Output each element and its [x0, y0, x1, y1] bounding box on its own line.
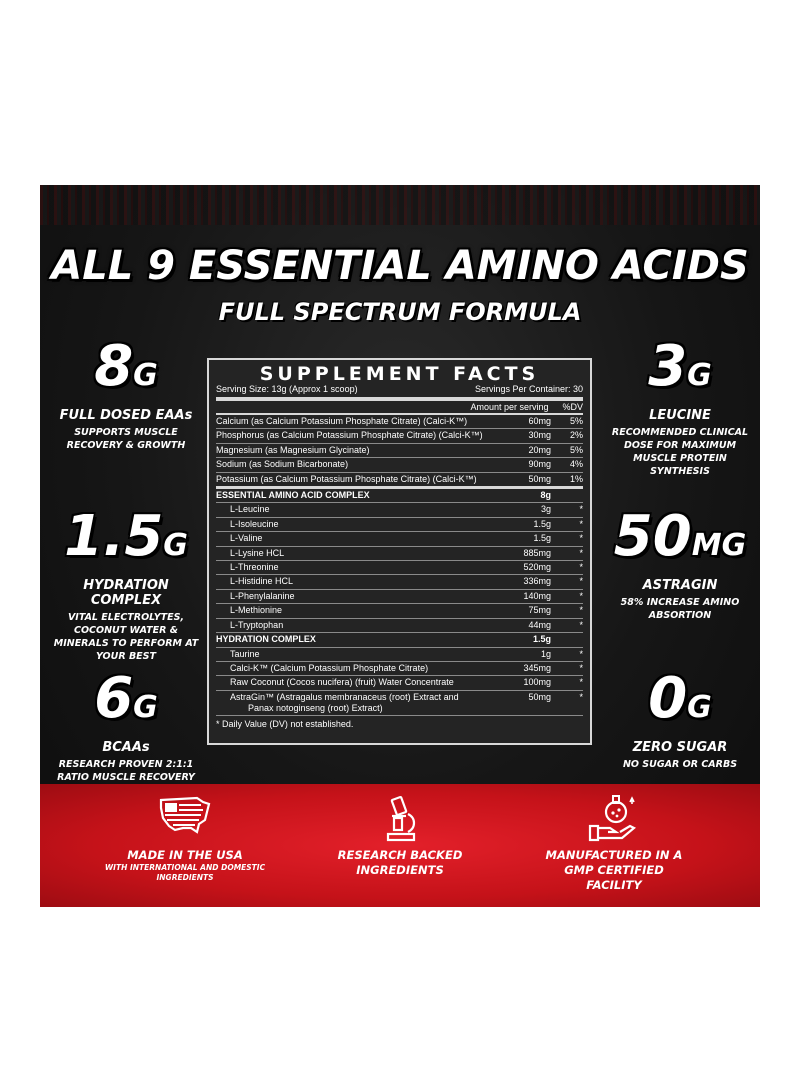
stat-sugar	[600, 666, 760, 771]
subheadline: FULL SPECTRUM FORMULA	[218, 298, 582, 326]
feature-band	[40, 784, 760, 907]
facts-row	[216, 604, 583, 618]
stat-value: 50MG	[613, 504, 747, 569]
stat-desc: RESEARCH PROVEN 2:1:1 RATIO MUSCLE RECOVERY	[57, 759, 195, 783]
stat-label: ASTRAGIN	[642, 578, 718, 593]
facts-row-amount: 885mg	[523, 547, 551, 558]
facts-row	[216, 473, 583, 489]
facts-row-name	[216, 662, 505, 675]
facts-row-name	[216, 633, 505, 646]
facts-row-amount: 3g	[540, 504, 551, 515]
facts-row	[216, 444, 583, 458]
facts-row-name	[216, 619, 505, 632]
facts-row	[216, 429, 583, 443]
facts-rows	[216, 415, 583, 716]
facts-row-name-line: Panax notoginseng (root) Extract)	[248, 702, 383, 713]
facts-row-name-line: HYDRATION COMPLEX	[216, 634, 316, 645]
facts-row-amount: 8g	[540, 490, 551, 501]
facts-row	[216, 633, 583, 647]
facts-row	[216, 619, 583, 633]
facts-row	[216, 590, 583, 604]
facts-row	[216, 532, 583, 546]
stat-leucine	[600, 334, 760, 478]
facts-row-dv: 5%	[569, 416, 583, 426]
facts-row-name-line: Phosphorus (as Calcium Potassium Phosphate Citrate) (Calci-K™)	[216, 430, 483, 441]
servings-per-container: Servings Per Container: 30	[474, 384, 583, 394]
facts-row-dv: 1%	[569, 473, 583, 484]
stat-label: BCAAs	[102, 740, 150, 755]
facts-row-name	[216, 415, 505, 428]
product-infographic	[40, 185, 760, 907]
facts-row-name-line: ESSENTIAL AMINO ACID COMPLEX	[216, 490, 370, 501]
facts-row-amount: 100mg	[523, 677, 551, 688]
facts-row-amount: 520mg	[523, 562, 551, 573]
facts-row-dv: *	[579, 590, 583, 601]
facts-row-name-line: Taurine	[230, 648, 260, 659]
facts-row-name-line: L-Phenylalanine	[230, 590, 295, 601]
facts-row-name	[216, 518, 505, 531]
facts-row-amount: 75mg	[528, 605, 551, 616]
stat-label: LEUCINE	[649, 408, 711, 423]
feature-research	[300, 784, 500, 907]
facts-row	[216, 518, 583, 532]
stat-eaas	[46, 334, 206, 452]
facts-row-amount: 50mg	[528, 691, 551, 702]
facts-serving-info	[216, 384, 583, 401]
facts-row-name-line: Magnesium (as Magnesium Glycinate)	[216, 444, 370, 455]
stat-label: ZERO SUGAR	[632, 740, 728, 755]
facts-row-name	[216, 473, 505, 486]
feature-subtitle: WITH INTERNATIONAL AND DOMESTIC INGREDIENTS	[104, 863, 266, 882]
facts-row-dv: *	[579, 533, 583, 544]
facts-row-name-line: Potassium (as Calcium Potassium Phosphate Citrate) (Calci-K™)	[216, 473, 477, 484]
facts-row-name-line: L-Histidine HCL	[230, 576, 294, 587]
facts-row-dv: *	[579, 619, 583, 630]
stat-value: 3G	[648, 334, 712, 399]
stat-value: 6G	[94, 666, 158, 731]
facts-row-name	[216, 489, 505, 502]
feature-title: RESEARCH BACKED INGREDIENTS	[337, 848, 463, 877]
feature-title: MADE IN THE USA	[127, 848, 243, 862]
headline: ALL 9 ESSENTIAL AMINO ACIDS	[51, 243, 749, 289]
facts-row-name	[216, 648, 505, 661]
facts-row-dv: 5%	[569, 444, 583, 455]
facts-row-amount: 30mg	[528, 430, 551, 441]
stat-desc: RECOMMENDED CLINICAL DOSE FOR MAXIMUM MUSCLE PROTEIN SYNTHESIS	[611, 427, 749, 477]
facts-row-name	[216, 429, 505, 442]
facts-row-name-line: L-Valine	[230, 533, 263, 544]
serving-size: Serving Size: 13g (Approx 1 scoop)	[216, 384, 358, 394]
stat-label: HYDRATION COMPLEX	[83, 578, 169, 608]
facts-row	[216, 458, 583, 472]
facts-row-name-line: Calci-K™ (Calcium Potassium Phosphate Citrate)	[230, 662, 429, 673]
facts-row-dv: *	[579, 576, 583, 587]
facts-row	[216, 575, 583, 589]
facts-row-dv	[551, 633, 583, 646]
flask-hand-icon	[586, 794, 642, 844]
facts-row-name-line: AstraGin™ (Astragalus membranaceus (root) Extract and	[230, 691, 459, 702]
stat-astragin	[600, 504, 760, 622]
facts-row-amount: 1g	[540, 648, 551, 659]
facts-row-amount: 50mg	[528, 473, 551, 484]
facts-row-amount: 1.5g	[533, 518, 551, 529]
amount-header: Amount per serving	[470, 402, 549, 412]
facts-row-amount: 336mg	[523, 576, 551, 587]
stat-label: FULL DOSED EAAs	[59, 408, 193, 423]
facts-row-amount: 1.5g	[532, 634, 551, 645]
facts-row-name	[216, 561, 505, 574]
stat-bcaas	[46, 666, 206, 784]
facts-row	[216, 561, 583, 575]
facts-row	[216, 691, 583, 716]
stat-value: 0G	[648, 666, 712, 731]
facts-row-name-line: L-Tryptophan	[230, 619, 284, 630]
facts-row-name	[216, 458, 505, 471]
facts-row	[216, 648, 583, 662]
facts-footnote: * Daily Value (DV) not established.	[216, 718, 354, 729]
facts-row-name-line: L-Leucine	[230, 504, 270, 515]
facts-row-dv: 4%	[569, 459, 583, 470]
facts-row	[216, 415, 583, 429]
facts-row-dv: *	[579, 547, 583, 558]
facts-row-dv	[551, 489, 583, 502]
facts-row	[216, 503, 583, 517]
supplement-facts-panel	[207, 358, 592, 745]
stat-desc: NO SUGAR OR CARBS	[622, 759, 738, 770]
usa-map-icon	[157, 794, 213, 838]
facts-row-amount: 90mg	[528, 459, 551, 470]
facts-row-name	[216, 575, 505, 588]
facts-row-amount: 44mg	[528, 619, 551, 630]
grunge-texture	[40, 185, 760, 225]
facts-row-amount: 60mg	[528, 416, 551, 426]
facts-row-amount: 1.5g	[533, 533, 551, 544]
stat-value: 8G	[94, 334, 158, 399]
facts-column-header	[216, 401, 583, 415]
facts-title: SUPPLEMENT FACTS	[259, 363, 540, 385]
facts-row	[216, 662, 583, 676]
facts-row-dv: *	[579, 677, 583, 688]
stat-desc: VITAL ELECTROLYTES, COCONUT WATER & MINERALS TO PERFORM AT YOUR BEST	[53, 612, 199, 662]
facts-row	[216, 489, 583, 503]
facts-row-dv: *	[579, 662, 583, 673]
facts-row-name	[216, 503, 505, 516]
facts-row-amount: 345mg	[523, 662, 551, 673]
dv-header: %DV	[562, 402, 583, 412]
stat-hydration	[46, 504, 206, 663]
facts-row-amount: 140mg	[523, 590, 551, 601]
facts-row-name-line: Sodium (as Sodium Bicarbonate)	[216, 459, 349, 470]
facts-row-dv: 2%	[569, 430, 583, 441]
stat-desc: 58% INCREASE AMINO ABSORTION	[620, 597, 740, 621]
facts-row-amount: 20mg	[528, 444, 551, 455]
facts-row-name-line: L-Threonine	[230, 562, 279, 573]
facts-row-name-line: L-Lysine HCL	[230, 547, 285, 558]
facts-row-name	[216, 692, 505, 714]
facts-row-name-line: Raw Coconut (Cocos nucifera) (fruit) Water Concentrate	[230, 677, 454, 688]
facts-row-name	[216, 444, 505, 457]
facts-row-name	[216, 547, 505, 560]
facts-row-dv: *	[579, 504, 583, 515]
facts-row-name	[216, 676, 505, 689]
facts-row-name	[216, 590, 505, 603]
feature-usa	[85, 784, 285, 907]
facts-row-dv: *	[579, 562, 583, 573]
microscope-icon	[372, 794, 428, 844]
feature-gmp	[514, 784, 714, 907]
facts-row-name-line: L-Methionine	[230, 605, 283, 616]
facts-row-name-line: L-Isoleucine	[230, 518, 279, 529]
stat-value: 1.5G	[64, 504, 188, 569]
facts-row	[216, 547, 583, 561]
facts-row-dv: *	[579, 605, 583, 616]
feature-title: MANUFACTURED IN A GMP CERTIFIED FACILITY	[545, 848, 683, 892]
facts-row-name	[216, 604, 505, 617]
facts-row-dv: *	[579, 518, 583, 529]
facts-row-dv: *	[579, 691, 583, 702]
facts-row-name-line: Calcium (as Calcium Potassium Phosphate Citrate) (Calci-K™)	[216, 416, 468, 426]
stat-desc: SUPPORTS MUSCLE RECOVERY & GROWTH	[66, 427, 186, 451]
facts-row-dv: *	[579, 648, 583, 659]
facts-row-name	[216, 532, 505, 545]
facts-row	[216, 676, 583, 690]
